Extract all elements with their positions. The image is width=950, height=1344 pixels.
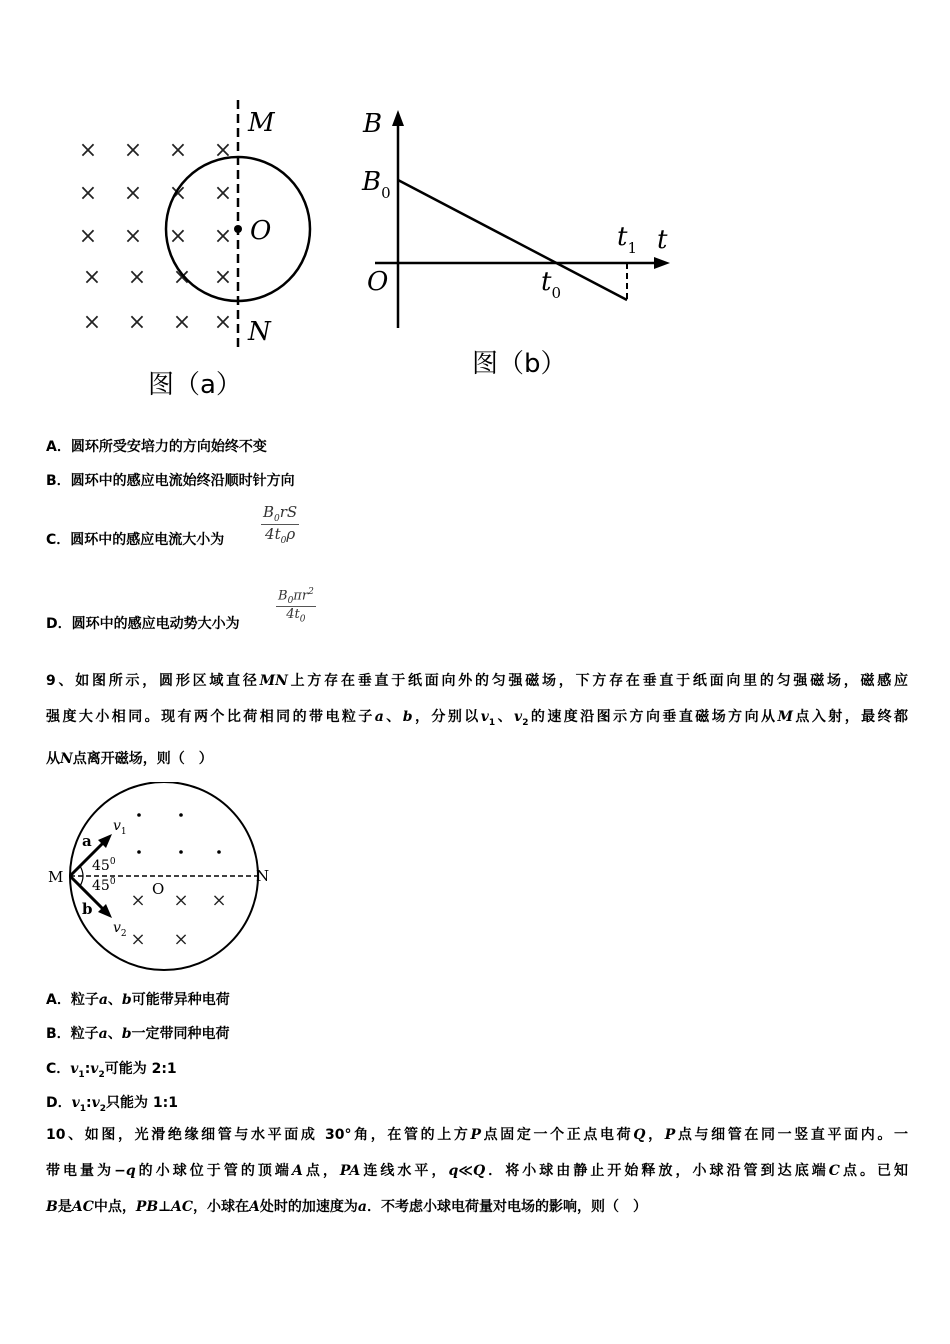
field-cross: ×	[130, 890, 146, 911]
b-axis-arrow	[392, 110, 404, 126]
angle-label-lower: $45^0$	[92, 877, 116, 894]
cross-mark: ×	[172, 265, 192, 290]
q8-option-C-fraction: $\frac{B_0rS}{4t_0\rho}$	[263, 503, 298, 546]
q8-option-B: B．圆环中的感应电流始终沿顺时针方向	[46, 473, 295, 489]
label-v1: $v_1$	[113, 818, 127, 837]
cross-mark: ×	[213, 310, 233, 335]
figure-b-caption: 图（b）	[472, 349, 567, 379]
field-dot	[137, 813, 141, 817]
field-cross: ×	[211, 890, 227, 911]
angle-label-upper: $45^0$	[92, 857, 116, 874]
field-dot	[179, 813, 183, 817]
cross-mark: ×	[213, 138, 233, 163]
cross-mark: ×	[78, 138, 98, 163]
cross-mark: ×	[82, 310, 102, 335]
label-M: M	[48, 868, 64, 886]
q8-option-A: A．圆环所受安培力的方向始终不变	[46, 439, 267, 455]
label-t1: $t_1$	[617, 222, 637, 257]
cross-mark: ×	[213, 181, 233, 206]
q9-option-A: A．粒子a、b可能带异种电荷	[46, 992, 230, 1008]
label-N: N	[248, 317, 271, 347]
cross-mark: ×	[213, 224, 233, 249]
q8-option-D-fraction: $\frac{B_0\pi r^2}{4t_0}$	[278, 587, 314, 625]
figure-b	[355, 100, 685, 340]
t-axis-arrow	[654, 257, 670, 269]
axis-label-B: B	[363, 109, 383, 139]
label-a: a	[82, 832, 92, 850]
label-B0: $B_0$	[362, 167, 391, 202]
field-dot	[179, 850, 183, 854]
q9-line-1: 9、如图所示，圆形区域直径MN上方存在垂直于纸面向外的匀强磁场，下方存在垂直于纸面向里的匀强磁场，磁感应	[46, 673, 908, 689]
cross-grid	[79, 138, 232, 335]
q8-option-C: C．圆环中的感应电流大小为	[46, 532, 225, 548]
field-dot	[137, 850, 141, 854]
figure-a-caption: 图（a）	[148, 370, 242, 400]
b-t-graph-line	[398, 180, 627, 300]
center-dot	[234, 225, 242, 233]
q9-option-B: B．粒子a、b一定带同种电荷	[46, 1026, 230, 1042]
cross-mark: ×	[123, 224, 143, 249]
q9-stem	[46, 663, 908, 777]
cross-mark: ×	[123, 138, 143, 163]
label-origin: O	[367, 267, 389, 297]
cross-mark: ×	[168, 224, 188, 249]
q9-line-3: 从N点离开磁场，则（ ）	[46, 750, 213, 767]
cross-mark: ×	[78, 224, 98, 249]
field-dot	[217, 850, 221, 854]
field-cross: ×	[173, 890, 189, 911]
label-v2: $v_2$	[113, 920, 127, 939]
label-b: b	[82, 900, 93, 918]
q10-line-1: 10、如图，光滑绝缘细管与水平面成 30°角，在管的上方P点固定一个正点电荷Q，P点与细管在同一竖直平面内。一	[46, 1127, 909, 1143]
cross-mark: ×	[82, 265, 102, 290]
field-cross: ×	[130, 929, 146, 950]
cross-marks	[130, 890, 226, 950]
axis-label-t: t	[657, 225, 668, 255]
cross-mark: ×	[172, 310, 192, 335]
figure-a	[60, 95, 320, 355]
cross-mark: ×	[168, 138, 188, 163]
q10-line-2: 带电量为−q的小球位于管的顶端A点，PA连线水平，q≪Q．将小球由静止开始释放，小球沿管到达底端C点。已知	[46, 1163, 909, 1179]
field-cross: ×	[173, 929, 189, 950]
cross-mark: ×	[123, 181, 143, 206]
cross-mark: ×	[127, 310, 147, 335]
cross-mark: ×	[213, 265, 233, 290]
q9-figure	[40, 782, 290, 974]
q8-option-D: D．圆环中的感应电动势大小为	[46, 616, 240, 632]
q10-line-3: B是AC中点，PB⊥AC，小球在A处时的加速度为a．不考虑小球电荷量对电场的影响，则（ ）	[46, 1199, 647, 1215]
cross-mark: ×	[78, 181, 98, 206]
label-O: O	[250, 216, 272, 246]
q9-option-D: D．$v_1:v_2$只能为 1:1	[46, 1095, 179, 1114]
label-M: M	[248, 108, 275, 138]
q10-stem	[46, 1117, 908, 1225]
q9-line-2: 强度大小相同。现有两个比荷相同的带电粒子a、b，分别以$v_1$、$v_2$的速度沿图示方向垂直磁场方向从M点入射，最终都	[46, 709, 909, 728]
label-t0: $t_0$	[541, 267, 561, 302]
label-N: N	[256, 867, 270, 885]
dot-marks	[137, 813, 221, 854]
cross-mark: ×	[127, 265, 147, 290]
q9-option-C: C．$v_1:v_2$可能为 2:1	[46, 1061, 177, 1080]
label-O: O	[152, 880, 165, 898]
cross-mark: ×	[168, 181, 188, 206]
